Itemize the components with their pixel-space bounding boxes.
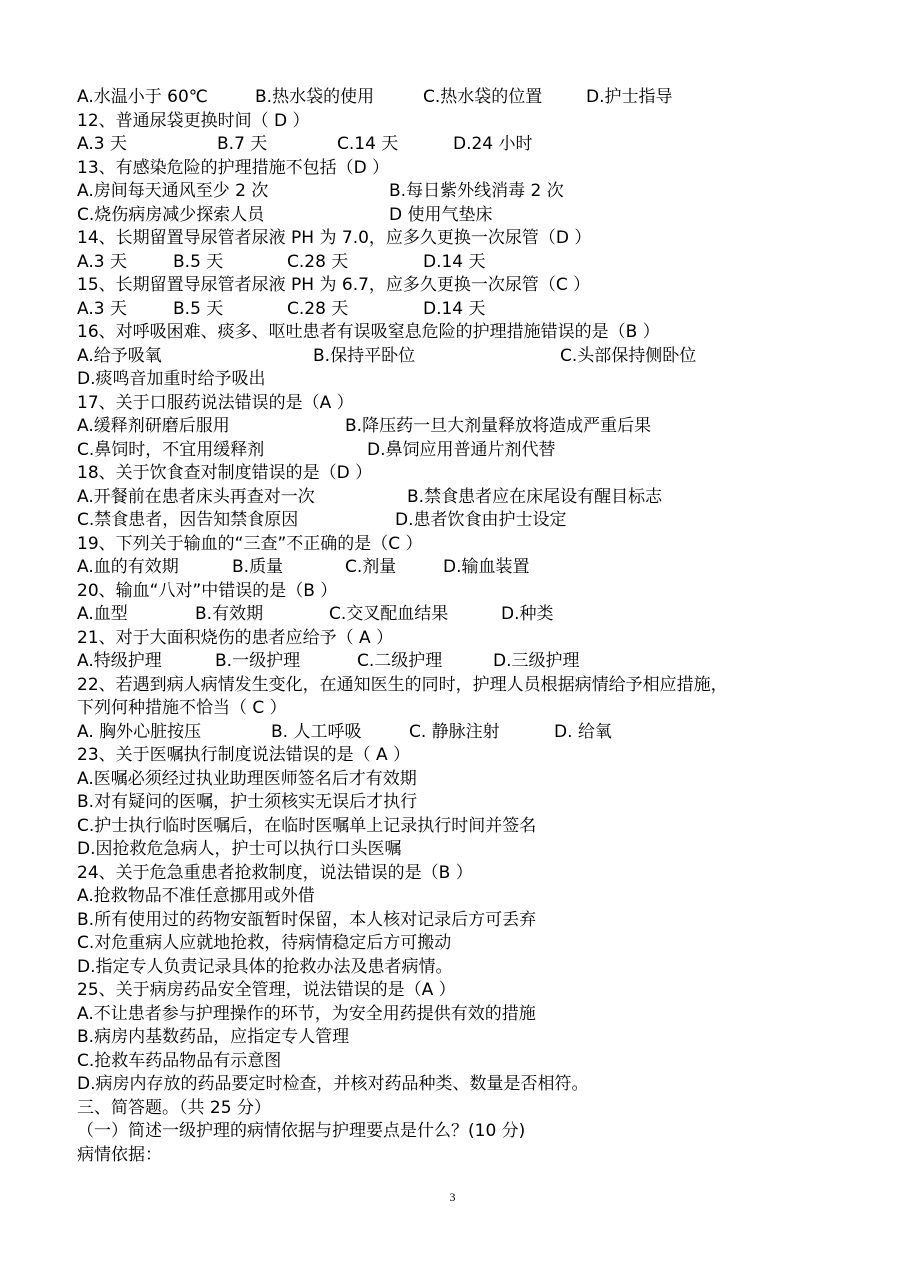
line-text: （一）简述一级护理的病情依据与护理要点是什么？(10 分) (77, 1121, 526, 1141)
text-line (77, 1073, 837, 1097)
option-text: B.禁食患者应在床尾设有醒目标志 (407, 486, 663, 507)
option-text: B.质量 (232, 557, 284, 577)
text-line (77, 1003, 837, 1027)
option-text: C.热水袋的位置 (423, 87, 543, 107)
option-text: C.28 天 (287, 251, 349, 272)
line-text: 21、对于大面积烧伤的患者应给予（ A ） (77, 627, 394, 648)
option-text: A.血的有效期 (77, 557, 179, 577)
option-text: D.输血装置 (443, 557, 530, 577)
line-text: B.病房内基数药品，应指定专人管理 (77, 1027, 350, 1047)
option-text: A.3 天 (77, 134, 127, 154)
text-line (77, 932, 837, 956)
text-line (77, 321, 837, 345)
text-line (77, 110, 837, 134)
option-text: B.保持平卧位 (313, 345, 416, 366)
document-body (77, 86, 837, 1167)
option-text: A.缓释剂研磨后服用 (77, 416, 230, 436)
line-text: 17、关于口服药说法错误的是（A ） (77, 392, 354, 413)
option-text: A.血型 (77, 604, 128, 624)
option-text: D.14 天 (423, 298, 486, 319)
line-text: 12、普通尿袋更换时间（ D ） (77, 110, 310, 131)
text-line (77, 862, 837, 886)
option-text: C.头部保持侧卧位 (560, 345, 697, 366)
text-line (77, 1097, 837, 1121)
line-text: 19、下列关于输血的“三查”不正确的是（C ） (77, 533, 423, 554)
option-text: D.鼻饲应用普通片剂代替 (367, 439, 556, 460)
text-line (77, 86, 837, 110)
line-text: A.抢救物品不准任意挪用或外借 (77, 886, 315, 906)
line-text: 病情依据： (77, 1144, 162, 1165)
text-line (77, 462, 837, 486)
option-text: D.三级护理 (493, 651, 580, 671)
line-text: 16、对呼吸困难、痰多、呕吐患者有误吸窒息危险的护理措施错误的是（B ） (77, 322, 660, 342)
option-text: A.房间每天通风至少 2 次 (77, 181, 269, 201)
line-text: A.医嘱必须经过执业助理医师签名后才有效期 (77, 768, 417, 789)
text-line (77, 345, 837, 369)
text-line (77, 580, 837, 604)
option-text: B.每日紫外线消毒 2 次 (389, 181, 564, 201)
text-line (77, 885, 837, 909)
line-text: B.对有疑问的医嘱，护士须核实无误后才执行 (77, 792, 418, 812)
line-text: D.因抢救危急病人，护士可以执行口头医嘱 (77, 839, 402, 859)
text-line (77, 791, 837, 815)
text-line (77, 204, 837, 228)
option-text: C.剂量 (345, 557, 397, 577)
line-text: D.病房内存放的药品要定时检查，并核对药品种类、数量是否相符。 (77, 1074, 589, 1094)
text-line (77, 1120, 837, 1144)
text-line (77, 415, 837, 439)
line-text: 18、关于饮食查对制度错误的是（D ） (77, 463, 373, 483)
line-text: 24、关于危急重患者抢救制度，说法错误的是（B ） (77, 862, 473, 883)
line-text: 14、长期留置导尿管者尿液 PH 为 7.0，应多久更换一次尿管（D ） (77, 228, 592, 248)
text-line (77, 697, 837, 721)
text-line (77, 251, 837, 275)
text-line (77, 650, 837, 674)
line-text: 20、输血“八对”中错误的是（B ） (77, 580, 338, 601)
option-text: C.二级护理 (357, 651, 443, 671)
option-text: D 使用气垫床 (389, 204, 493, 225)
text-line (77, 157, 837, 181)
line-text: D.指定专人负责记录具体的抢救办法及患者病情。 (77, 956, 453, 977)
line-text: B.所有使用过的药物安瓿暂时保留，本人核对记录后方可丢弃 (77, 909, 537, 930)
text-line (77, 979, 837, 1003)
text-line (77, 298, 837, 322)
line-text: C.对危重病人应就地抢救，待病情稳定后方可搬动 (77, 933, 452, 953)
option-text: D.14 天 (423, 251, 486, 272)
text-line (77, 227, 837, 251)
option-text: C.14 天 (337, 134, 399, 154)
line-text: 三、简答题。（共 25 分） (77, 1097, 271, 1118)
option-text: C.烧伤病房减少探索人员 (77, 204, 265, 225)
line-text: 15、长期留置导尿管者尿液 PH 为 6.7，应多久更换一次尿管（C ） (77, 275, 591, 295)
option-text: B.降压药一旦大剂量释放将造成严重后果 (345, 416, 652, 436)
line-text: 22、若遇到病人病情发生变化，在通知医生的同时，护理人员根据病情给予相应措施， (77, 674, 728, 695)
option-text: C.鼻饲时，不宜用缓释剂 (77, 439, 265, 460)
text-line (77, 439, 837, 463)
line-text: 23、关于医嘱执行制度说法错误的是（ A ） (77, 745, 411, 765)
text-line (77, 815, 837, 839)
text-line (77, 627, 837, 651)
option-text: C.28 天 (287, 298, 349, 319)
option-text: A.特级护理 (77, 651, 162, 671)
option-text: B.热水袋的使用 (255, 87, 375, 107)
text-line (77, 1026, 837, 1050)
text-line (77, 533, 837, 557)
text-line (77, 603, 837, 627)
text-line (77, 133, 837, 157)
line-text: A.不让患者参与护理操作的环节，为安全用药提供有效的措施 (77, 1003, 536, 1024)
text-line (77, 1050, 837, 1074)
option-text: D.护士指导 (586, 87, 673, 107)
option-text: A. 胸外心脏按压 (77, 721, 202, 742)
option-text: D.种类 (501, 604, 554, 624)
text-line (77, 838, 837, 862)
option-text: C.禁食患者，因告知禁食原因 (77, 510, 299, 530)
text-line (77, 768, 837, 792)
option-text: B.有效期 (195, 604, 264, 624)
option-text: B.7 天 (217, 134, 268, 154)
option-text: D. 给氧 (554, 721, 612, 742)
text-line (77, 956, 837, 980)
text-line (77, 486, 837, 510)
option-text: A.开餐前在患者床头再查对一次 (77, 486, 315, 507)
line-text: C.抢救车药品物品有示意图 (77, 1050, 282, 1071)
option-text: A.3 天 (77, 298, 127, 319)
option-text: A.水温小于 60℃ (77, 87, 208, 107)
option-text: C. 静脉注射 (409, 721, 500, 742)
option-text: A.3 天 (77, 251, 127, 272)
line-text: C.护士执行临时医嘱后，在临时医嘱单上记录执行时间并签名 (77, 815, 537, 836)
option-text: B.一级护理 (215, 651, 301, 671)
option-text: B. 人工呼吸 (271, 721, 362, 742)
page-number: 3 (449, 1190, 456, 1204)
option-text: B.5 天 (173, 251, 224, 272)
option-text: D.24 小时 (453, 134, 533, 154)
text-line (77, 392, 837, 416)
text-line (77, 556, 837, 580)
text-line (77, 180, 837, 204)
text-line (77, 674, 837, 698)
text-line (77, 1144, 837, 1168)
option-text: A.给予吸氧 (77, 345, 162, 366)
option-text: D.患者饮食由护士设定 (395, 510, 567, 530)
text-line (77, 368, 837, 392)
line-text: 25、关于病房药品安全管理，说法错误的是（A ） (77, 980, 456, 1000)
line-text: 下列何种措施不恰当（ C ） (77, 698, 287, 718)
text-line (77, 721, 837, 745)
line-text: D.痰鸣音加重时给予吸出 (77, 369, 266, 389)
option-text: B.5 天 (173, 298, 224, 319)
text-line (77, 274, 837, 298)
option-text: C.交叉配血结果 (329, 604, 449, 624)
text-line (77, 509, 837, 533)
text-line (77, 909, 837, 933)
text-line (77, 744, 837, 768)
line-text: 13、有感染危险的护理措施不包括（D ） (77, 157, 390, 178)
